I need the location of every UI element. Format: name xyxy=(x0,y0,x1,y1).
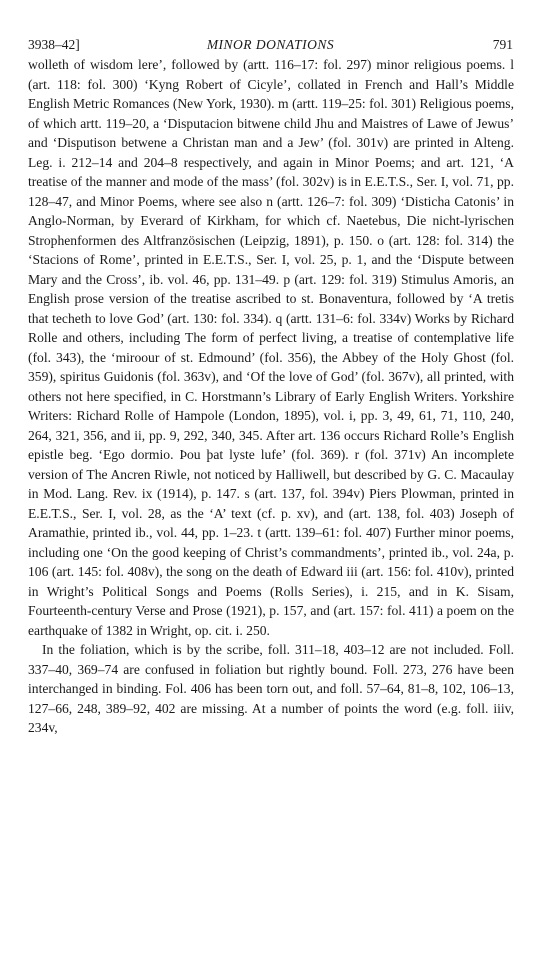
header-range: 3938–42] xyxy=(28,37,80,52)
paragraph-foliation: In the foliation, which is by the scribe, foll. 311–18, 403–12 are not included. Foll. 337–40, 369–74 are confused in foliation but rightly bound. Foll. 273, 276 have been interchanged in binding. Fol. 406 has been torn out, and foll. 57–64, 81–8, 102, 106–13, 127–66, 248, 389–92, 402 are missing. At a number of points the word (e.g. foll. iiiv, 234v, xyxy=(28,642,514,735)
paragraph-continued: wolleth of wisdom lere’, followed by (artt. 116–17: fol. 297) minor religious poems. l (art. 118: fol. 300) ‘Kyng Robert of Cicyle’, collated in French and Hall’s Middle English Metric Romances (New York, 1930). m (artt. 119–25: fol. 301) Religious poems, of which artt. 119–20, a ‘Disputacion bitwene child Jhu and Maistres of Lawe of Jewus’ and ‘Disputison betwene a Christan man and a Jew’ (fol. 301v) are printed in Alteng. Leg. i. 212–14 and 204–8 respectively, and again in Minor Poems; and art. 121, ‘A treatise of the manner and mode of the mass’ (fol. 302v) is in E.E.T.S., Ser. I, vol. 71, pp. 128–47, and Minor Poems, where see also n (artt. 126–7: fol. 309) ‘Disticha Catonis’ in Anglo-Norman, by Everard of Kirkham, for which cf. Naetebus, Die nicht-lyrischen Strophenformen des Altfranzösischen (Leipzig, 1891), p. 150. o (art. 128: fol. 314) the ‘Stacions of Rome’, printed in E.E.T.S., Ser. I, vol. 25, p. 1, and the ‘Dispute between Mary and the Cross’, ib. vol. 46, pp. 131–49. p (art. 129: fol. 319) Stimulus Amoris, an English prose version of the treatise ascribed to st. Bonaventura, followed by ‘A tretis that techeth to love God’ (art. 130: fol. 334). q (artt. 131–6: fol. 334v) Works by Richard Rolle and others, including The form of perfect living, a treatise of contemplative life (fol. 343), the ‘miroour of st. Edmound’ (fol. 356), the Abbey of the Holy Ghost (fol. 359), spiritus Guidonis (fol. 363v), and ‘Of the love of God’ (fol. 367v), all printed, with others not here specified, in C. Horstmann’s Library of Early English Writers. Yorkshire Writers: Richard Rolle of Hampole (London, 1895), vol. i, pp. 3, 49, 61, 71, 110, 240, 264, 321, 356, and ii, pp. 9, 292, 340, 345. After art. 136 occurs Richard Rolle’s English epistle beg. ‘Ego dormio. Þou þat lyste lufe’ (fol. 369). r (fol. 371v) An incomplete version of The Ancren Riwle, not noticed by Halliwell, but described by G. C. Macaulay in Mod. Lang. Rev. ix (1914), p. 147. s (art. 137, fol. 394v) Piers Plowman, printed in E.E.T.S., Ser. I, vol. 28, as the ‘A’ text (cf. p. xv), and (art. 138, fol. 403) Joseph of Aramathie, printed ib., vol. 44, pp. 1–23. t (artt. 139–61: fol. 407) Further minor poems, including one ‘On the good keeping of Christ’s commandments’, printed ib., vol. 24a, p. 106 (art. 145: fol. 408v), the song on the death of Edward iii (art. 156: fol. 410v), printed in Wright’s Political Songs and Poems (Rolls Series), i. 215, and in K. Sisam, Fourteenth-century Verse and Prose (1921), p. 157, and (art. 157: fol. 411) a poem on the earthquake of 1382 in Wright, op. cit. i. 250. xyxy=(28,57,514,638)
running-header xyxy=(28,36,513,54)
page-number: 791 xyxy=(492,37,513,52)
header-title: MINOR DONATIONS xyxy=(206,37,335,52)
body-text xyxy=(28,55,514,738)
